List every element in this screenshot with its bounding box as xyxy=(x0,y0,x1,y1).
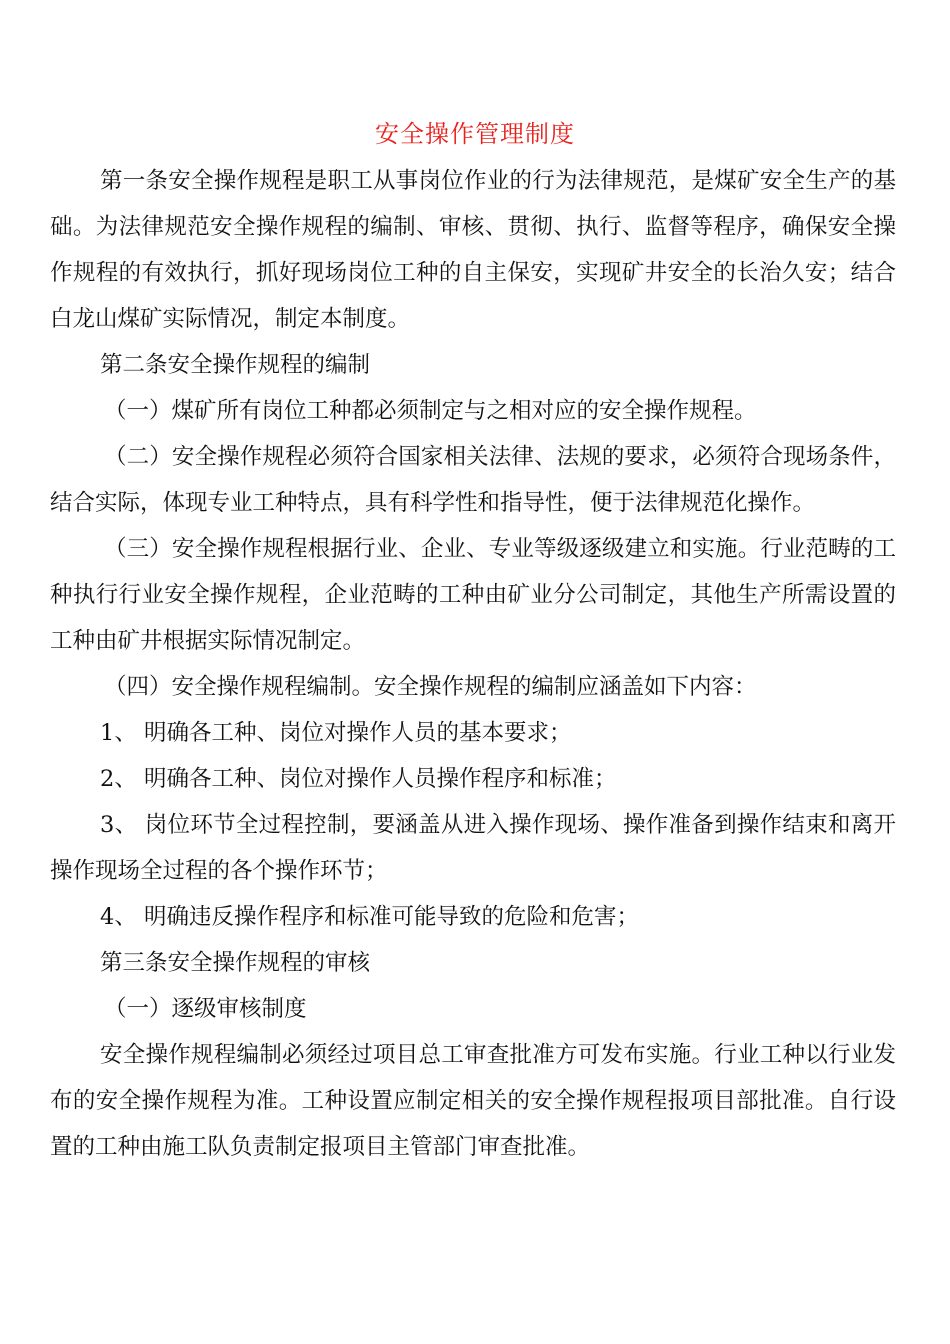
document-title: 安全操作管理制度 xyxy=(375,120,575,148)
content-list-item-3: 3、 岗位环节全过程控制，要涵盖从进入操作现场、操作准备到操作结束和离开操作现场全过程的各个操作环节； xyxy=(50,812,896,884)
article-2-item-4: （四）安全操作规程编制。安全操作规程的编制应涵盖如下内容： xyxy=(104,674,757,700)
content-list-item-2: 2、 明确各工种、岗位对操作人员操作程序和标准； xyxy=(100,766,617,792)
article-3-subheading: （一）逐级审核制度 xyxy=(104,996,307,1022)
article-1-paragraph: 第一条安全操作规程是职工从事岗位作业的行为法律规范，是煤矿安全生产的基础。为法律规范安全操作规程的编制、审核、贯彻、执行、监督等程序，确保安全操作规程的有效执行，抓好现场岗位工种的自主保安，实现矿井安全的长治久安；结合白龙山煤矿实际情况，制定本制度。 xyxy=(50,168,896,332)
article-3-paragraph: 安全操作规程编制必须经过项目总工审查批准方可发布实施。行业工种以行业发布的安全操作规程为准。工种设置应制定相关的安全操作规程报项目部批准。自行设置的工种由施工队负责制定报项目主管部门审查批准。 xyxy=(50,1042,896,1160)
document-body xyxy=(50,158,896,1170)
article-3-heading: 第三条安全操作规程的审核 xyxy=(100,950,371,976)
content-list-item-4: 4、 明确违反操作程序和标准可能导致的危险和危害； xyxy=(100,904,639,930)
article-2-item-3: （三）安全操作规程根据行业、企业、专业等级逐级建立和实施。行业范畴的工种执行行业安全操作规程，企业范畴的工种由矿业分公司制定，其他生产所需设置的工种由矿井根据实际情况制定。 xyxy=(50,536,896,654)
article-2-item-1: （一）煤矿所有岗位工种都必须制定与之相对应的安全操作规程。 xyxy=(104,398,757,424)
article-2-item-2: （二）安全操作规程必须符合国家相关法律、法规的要求，必须符合现场条件，结合实际，体现专业工种特点，具有科学性和指导性，便于法律规范化操作。 xyxy=(50,444,896,516)
content-list-item-1: 1、 明确各工种、岗位对操作人员的基本要求； xyxy=(100,720,572,746)
article-2-heading: 第二条安全操作规程的编制 xyxy=(100,352,371,378)
